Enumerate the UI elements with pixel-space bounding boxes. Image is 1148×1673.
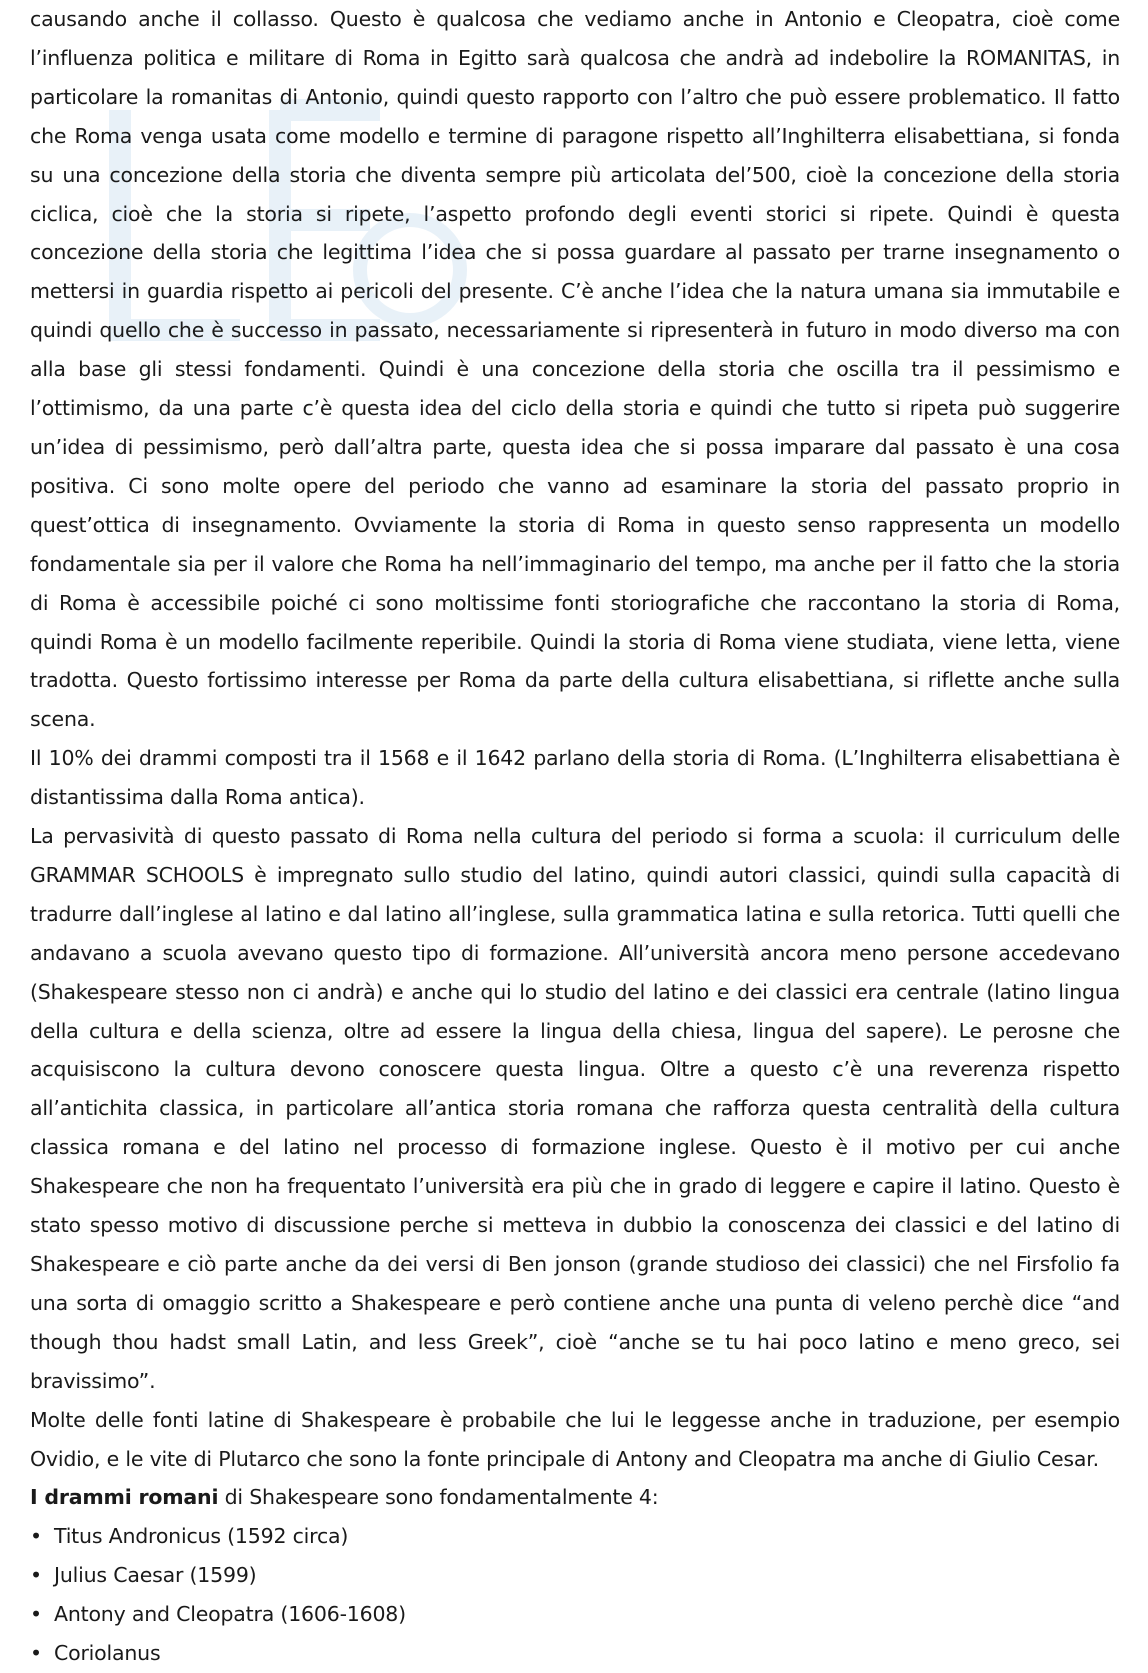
list-item-text: Titus Andronicus (1592 circa) — [54, 1524, 349, 1549]
list-item — [30, 1634, 1120, 1673]
list-item — [30, 1556, 1120, 1595]
paragraph-1: causando anche il collasso. Questo è qualcosa che vediamo anche in Antonio e Cleopatra, cioè come l’influenza politica e militare di Roma in Egitto sarà qualcosa che andrà ad indebolire la ROMANITAS, in particolare la romanitas di Antonio, quindi questo rapporto con l’altro che può essere problematico. Il fatto che Roma venga usata come modello e termine di paragone rispetto all’Inghilterra elisabettiana, si fonda su una concezione della storia che diventa sempre più articolata del’500, cioè la concezione della storia ciclica, cioè che la storia si ripete, l’aspetto profondo degli eventi storici si ripete. Quindi è questa concezione della storia che legittima l’idea che si possa guardare al passato per trarne insegnamento o mettersi in guardia rispetto ai pericoli del presente. C’è anche l’idea che la natura umana sia immutabile e quindi quello che è successo in passato, necessariamente si ripresenterà in futuro in modo diverso ma con alla base gli stessi fondamenti. Quindi è una concezione della storia che oscilla tra il pessimismo e l’ottimismo, da una parte c’è questa idea del ciclo della storia e quindi che tutto si ripeta può suggerire un’idea di pessimismo, però dall’altra parte, questa idea che si possa imparare dal passato è una cosa positiva. Ci sono molte opere del periodo che vanno ad esaminare la storia del passato proprio in quest’ottica di insegnamento. Ovviamente la storia di Roma in questo senso rappresenta un modello fondamentale sia per il valore che Roma ha nell’immaginario del tempo, ma anche per il fatto che la storia di Roma è accessibile poiché ci sono moltissime fonti storiografiche che raccontano la storia di Roma, quindi Roma è un modello facilmente reperibile. Quindi la storia di Roma viene studiata, viene letta, viene tradotta. Questo fortissimo interesse per Roma da parte della cultura elisabettiana, si riflette anche sulla scena. — [30, 7, 1120, 732]
list-item-text: Julius Caesar (1599) — [54, 1563, 257, 1588]
list-item — [30, 1517, 1120, 1556]
bullet-icon: • — [30, 1563, 42, 1588]
roman-dramas-intro — [30, 1478, 1120, 1517]
roman-dramas-intro-bold: I drammi romani — [30, 1485, 219, 1510]
paragraph-3: La pervasività di questo passato di Roma nella cultura del periodo si forma a scuola: il curriculum delle GRAMMAR SCHOOLS è impregnato sullo studio del latino, quindi autori classici, quindi sulla capacità di tradurre dall’inglese al latino e dal latino all’inglese, sulla grammatica latina e sulla retorica. Tutti quelli che andavano a scuola avevano questo tipo di formazione. All’università ancora meno persone accedevano (Shakespeare stesso non ci andrà) e anche qui lo studio del latino e dei classici era centrale (latino lingua della cultura e della scienza, oltre ad essere la lingua della chiesa, lingua del sapere). Le perosne che acquisiscono la cultura devono conoscere questa lingua. Oltre a questo c’è una reverenza rispetto all’antichita classica, in particolare all’antica storia romana che rafforza questa centralità della cultura classica romana e del latino nel processo di formazione inglese. Questo è il motivo per cui anche Shakespeare che non ha frequentato l’università era più che in grado di leggere e capire il latino. Questo è stato spesso motivo di discussione perche si metteva in dubbio la conoscenza dei classici e del latino di Shakespeare e ciò parte anche da dei versi di Ben jonson (grande studioso dei classici) che nel Firsfolio fa una sorta di omaggio scritto a Shakespeare e però contiene anche una punta di veleno perchè dice “and though thou hadst small Latin, and less Greek”, cioè “anche se tu hai poco latino e meno greco, sei bravissimo”. — [30, 824, 1120, 1393]
list-item — [30, 1595, 1120, 1634]
paragraph-4: Molte delle fonti latine di Shakespeare è probabile che lui le leggesse anche in traduzione, per esempio Ovidio, e le vite di Plutarco che sono la fonte principale di Antony and Cleopatra ma anche di Giulio Cesar. — [30, 1407, 1120, 1471]
roman-dramas-list — [30, 1517, 1120, 1673]
list-item-text: Antony and Cleopatra (1606-1608) — [54, 1602, 406, 1627]
bullet-icon: • — [30, 1641, 42, 1666]
bullet-icon: • — [30, 1602, 42, 1627]
paragraph-2: Il 10% dei drammi composti tra il 1568 e il 1642 parlano della storia di Roma. (L’Inghilterra elisabettiana è distantissima dalla Roma antica). — [30, 746, 1120, 810]
document-page — [30, 0, 1120, 1673]
bullet-icon: • — [30, 1524, 42, 1549]
roman-dramas-intro-rest: di Shakespeare sono fondamentalmente 4: — [218, 1485, 659, 1510]
list-item-text: Coriolanus — [54, 1641, 161, 1666]
